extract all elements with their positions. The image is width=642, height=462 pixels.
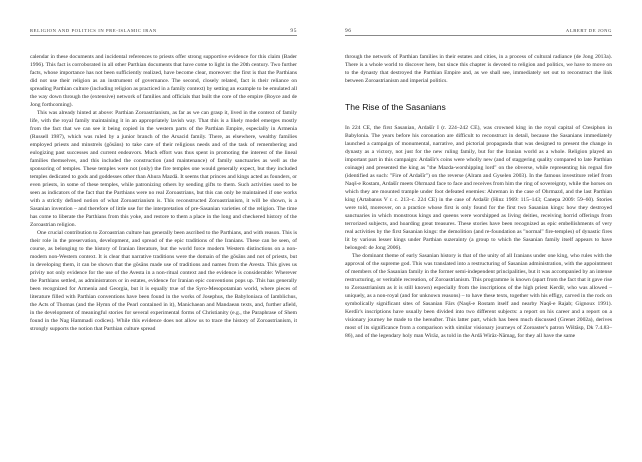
running-head-title: ALBERT DE JONG	[565, 28, 612, 33]
running-head	[345, 28, 612, 36]
running-head-title: RELIGION AND POLITICS IN PRE-ISLAMIC IRAN	[30, 28, 157, 33]
running-head	[30, 28, 297, 36]
paragraph: This was already hinted at above: Parthian Zoroastrianism, as far as we can grasp it, lived in the context of family life, with the royal family maintaining it in an appropriately lavish way. That this is a likely model emerges mostly from the fact that we can see it being copied in the western parts of the Parthian Empire, especially in Armenia (Russell 1987), which was ruled by a junior branch of the Arsacid family. There, as elsewhere, wealthy families employed priests and minstrels (gōsāns) to take care of their religious needs and of the task of remembering and eulogizing past successes and current endeavors. Much effort was thus spent in promoting the interest of the lineal families themselves, and this included the construction (and maintenance) of family sanctuaries as well as the sponsoring of temples. These temples were not (only) the fire temples one would generally expect, but they included temples dedicated to gods and goddesses other than Ahura Mazdā. It seems that princes and kings acted as founders, or even priests, in some of these temples, while patronizing others by sending gifts to them. Such activities used to be seen as indicators of the fact that the Parthians were no real Zoroastrians, but this can only be maintained if one works with a strictly defined notion of what Zoroastrianism is. This reconstructed Zoroastrianism, it will be shown, is a Sasanian invention – and therefore of little use for the interpretation of pre-Sasanian varieties of the religion. The time has come to liberate the Parthians from this yoke, and restore to them a place in the long and checkered history of the Zoroastrian religion.	[30, 110, 297, 228]
right-page-body	[345, 53, 612, 340]
paragraph: The dominant theme of early Sasanian history is that of the unity of all Iranians under one king, who rules with the approval of the supreme god. This was translated into a restructuring of Sasanian administration, with the appointment of members of the Sasanian family in the former semi-independent principalities, but it was accompanied by an intense restructuring, or veritable recreation, of Zoroastrianism. This programme is known (apart from the fact that it gave rise to Zoroastrianism as it is still known) especially from the inscriptions of the high priest Kerdīr, who was allowed – uniquely, as a non-royal (and for unknown reasons) – to have these texts, together with his effigy, carved in the rock on symbolically significant sites of Sasanian Fārs (Naqš-e Rostam itself and nearby Naqš-e Rajab; Gignoux 1991). Kerdīr's inscriptions have usually been divided into two different subjects: a report on his career and a report on a visionary journey he made to the hereafter. This latter part, which has been much discussed (Grenet 2002a), derives most of its significance from a comparison with similar visionary journeys of Zoroaster's patron Wištāsp, Dk 7.4.83–86), and of the legendary holy man Wirāz, as told in the Ardā Wirāz-Nāmag, for they all have the same	[345, 253, 612, 339]
left-page-body	[30, 53, 297, 333]
paragraph: calendar in these documents and incidental references to priests offer strong supportive evidence for this claim (Bader 1996). This fact is corroborated in all other Parthian documents that have come to light in the 20th century. Two further facts, whose importance has not been sufficiently realized, have become clear, moreover: the first is that the Parthians did not use their religion as an instrument of governance. The second, closely related, fact is their reliance on spreading Parthian culture (including religion as practiced in a family context) by setting an example to be emulated all the way down through the (extensive) network of families and officials that built the core of the empire (Boyce and de Jong forthcoming).	[30, 54, 297, 108]
page-number: 96	[345, 28, 352, 34]
paragraph: through the network of Parthian families in their estates and cities, in a process of cultural radiance (de Jong 2013a). There is a whole world to discover here, but since this chapter is devoted to religion and politics, we have to move on to the dynasty that destroyed the Parthian Empire and, as we shall see, immediately set out to reconstruct the link between Zoroastrianism and imperial politics.	[345, 54, 612, 84]
page-number: 95	[290, 28, 297, 34]
paragraph: In 224 CE, the first Sasanian, Ardašīr I (r. 224–242 CE), was crowned king in the royal capital of Ctesiphon in Babylonia. The years before his coronation are difficult to reconstruct in detail, because the Sasanians immediately launched a campaign of monumental, narrative, and pictorial propaganda that was designed to present the change in dynasty as a victory, not just for the new ruling family, but for the Iranian world as a whole. Religion played an important part in this campaign: Ardašīr's coins were wholly new (and of staggering quality compared to late Parthian coinage) and presented the king as "the Mazda-worshipping lord" on the obverse, while representing his regnal fire (identified as such: "Fire of Ardašīr") on the reverse (Alram and Gyselen 2003). In the famous investiture relief from Naqš-e Rostam, Ardašīr meets Ohrmazd face to face and receives from him the ring of sovereignty, while the horses on which they are mounted trample under foot defeated enemies: Ahreman in the case of Ohrmazd, and the last Parthian king (Artabanus V r. c. 213–c. 224 CE) in the case of Ardašīr (Hinz 1969: 115–143; Canepa 2009: 59–60). Stories were told, moreover, on a practice whose first is only found for the first two Sasanian kings: how they destroyed sanctuaries in which monstrous kings and queens were worshipped as living deities, receiving horrid offerings from terrorized subjects, and hoarding great treasures. These stories have been recognized as epic embellishments of very real activities by the first Sasanian kings: the demolition (and re-foundation as "normal" fire-temples) of dynastic fires lit by various lesser kings under Parthian suzerainty (a group to which the Sasanian family itself appears to have belonged: de Jong 2006).	[345, 125, 612, 251]
right-page	[321, 0, 642, 462]
paragraph: One crucial contribution to Zoroastrian culture has generally been ascribed to the Parthians, and with reason. This is their role in the preservation, development, and spread of the epic traditions of the Iranians. These can be seen, of course, as belonging to the history of Iranian literature, but the world force modern Western distinctions on a non-modern non-Western context. It is clear that narrative traditions were the domain of the gōsāns and not of priests, but in developing them, it can be shown that the gōsāns made use of traditions and names from the Avesta. This gives us privity not only evidence for the use of the Avesta in a non-ritual context and the evidence is considerable: Wherever the Parthians settled, as administrators or in estates, evidence for Iranian epic conventions pops up. This has generally been recognized for Armenia and Georgia, but it is equally true of the Syro-Mesopotamian world, where pieces of literature filled with Parthian conventions have been found in the works of Josephus, the Babyloniaca of Iamblichus, the Acts of Thomas (and the Hymn of the Pearl contained in it), Manichaean and Mandaean texts, and, further afield, in the development of meaningful stories for several experimental forms of Christianity (e.g., the Paraphrase of Shem found in the Nag Hammadi codices). While this evidence does not allow us to trace the history of Zoroastrianism, it strongly supports the notion that Parthian culture spread	[30, 230, 297, 332]
section-heading: The Rise of the Sasanians	[345, 102, 446, 112]
